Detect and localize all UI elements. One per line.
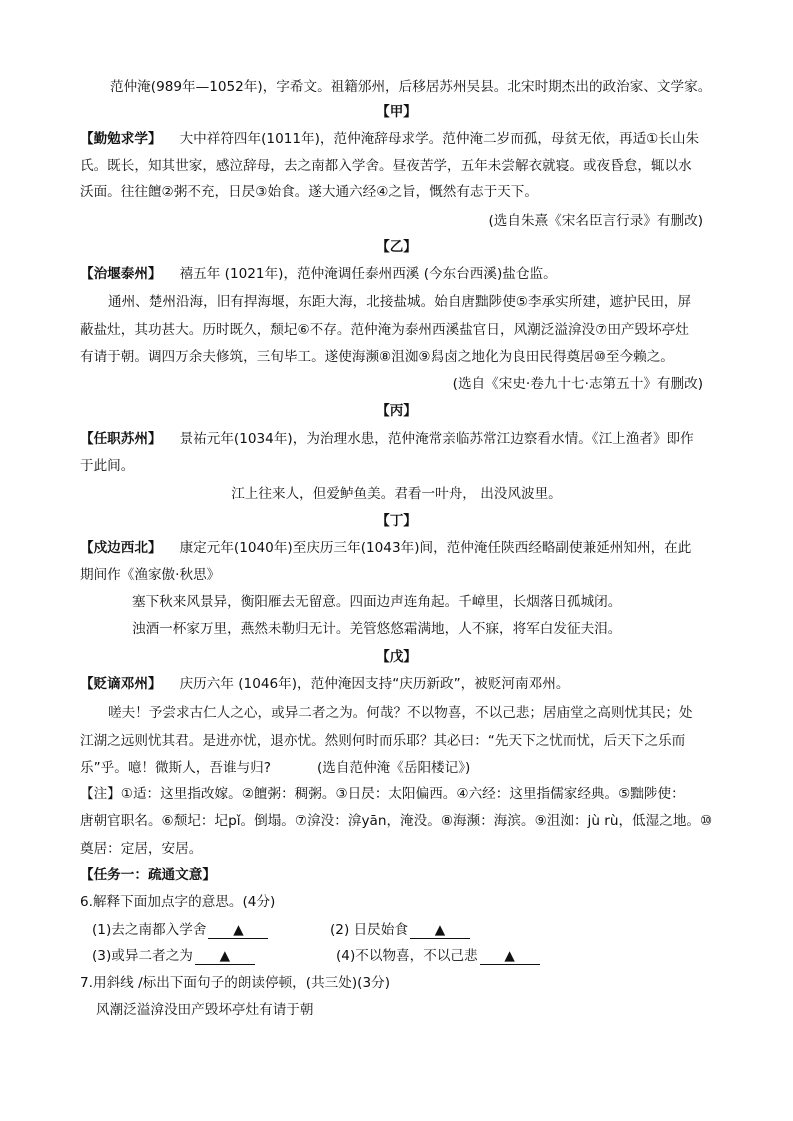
jia-line-1: [80, 129, 699, 149]
bing-tag: 【任职苏州】: [80, 431, 162, 447]
ding-poem-2: 浊酒一杯家万里，燕然未勒归无计。羌管悠悠霜满地，人不寐，将军白发征夫泪。: [132, 621, 622, 637]
q6-item-1: [92, 920, 268, 940]
yi-source: (选自《宋史·卷九十七·志第五十》有删改): [452, 376, 703, 392]
intro-text: 范仲淹(989年—1052年)，字希文。祖籍邠州，后移居苏州吴县。北宋时期杰出的政治家、文学家。: [110, 79, 712, 95]
ding-text-1: 康定元年(1040年)至庆历三年(1043年)间，范仲淹任陕西经略副使兼延州知州，在此: [179, 540, 692, 556]
notes-line-1: 【注】①适：这里指改嫁。②饘粥：稠粥。③日昃：太阳偏西。④六经：这里指儒家经典。⑤黜陟使：: [80, 786, 685, 802]
ding-poem-1: 塞下秋来风景异，衡阳雁去无留意。四面边声连角起。千嶂里，长烟落日孤城闭。: [132, 594, 622, 610]
q6-answer-3[interactable]: ▲: [195, 948, 255, 965]
q6-item-1-text: (1)去之南都入学舍: [92, 922, 207, 938]
wu-text-4: 乐”乎。噫！微斯人，吾谁与归?: [80, 760, 271, 776]
jia-tag: 【勤勉求学】: [80, 131, 162, 147]
yi-line-4: 有请于朝。调四万余夫修筑，三旬毕工。遂使海濒⑧沮洳⑨舄卤之地化为良田民得奠居⑩至今赖之。: [80, 349, 674, 365]
q6-item-4-text: (4)不以物喜，不以己悲: [336, 948, 478, 964]
ding-line-1: [80, 538, 691, 558]
section-heading-wu: 【戊】: [376, 649, 417, 665]
q6-item-3: [92, 946, 255, 966]
yi-line-3: 蔽盐灶，其功甚大。历时既久，颓圮⑥不存。范仲淹为泰州西溪盐官日，风潮泛溢渰没⑦田产毁坏亭灶: [80, 322, 689, 338]
bing-poem: 江上往来人，但爱鲈鱼美。君看一叶舟， 出没风波里。: [231, 486, 562, 502]
section-heading-bing: 【丙】: [376, 403, 417, 419]
wu-line-3: 江湖之远则忧其君。是进亦忧，退亦忧。然则何时而乐耶？其必曰：“先天下之忧而忧，后天下之乐而: [80, 733, 686, 749]
question-7: 7.用斜线 /标出下面句子的朗读停顿，(共三处)(3分): [80, 975, 391, 991]
q6-item-3-text: (3)或异二者之为: [92, 948, 193, 964]
wu-line-2: 嗟夫！予尝求古仁人之心，或异二者之为。何哉？不以物喜，不以己悲；居庙堂之高则忧其民；处: [108, 705, 693, 721]
jia-text-1: 大中祥符四年(1011年)，范仲淹辞母求学。范仲淹二岁而孤，母贫无依，再适①长山朱: [179, 131, 700, 147]
yi-line-1: [80, 264, 557, 284]
yi-tag: 【治堰泰州】: [80, 266, 162, 282]
bing-line-2: 于此间。: [80, 458, 135, 474]
section-heading-jia: 【甲】: [376, 104, 417, 120]
bing-line-1: [80, 429, 694, 449]
q6-item-4: [336, 946, 540, 966]
wu-tag: 【贬谪邓州】: [80, 676, 162, 692]
q6-item-2-text: (2) 日昃始食: [330, 922, 408, 938]
ding-line-2: 期间作《渔家傲·秋思》: [80, 567, 221, 583]
yi-line-2: 通州、楚州沿海，旧有捍海堰，东距大海，北接盐城。始自唐黜陟使⑤李承实所建，遮护民田，屏: [108, 294, 692, 310]
ding-tag: 【戍边西北】: [80, 540, 162, 556]
q6-answer-4[interactable]: ▲: [480, 948, 540, 965]
q6-answer-1[interactable]: ▲: [208, 922, 268, 939]
section-heading-yi: 【乙】: [376, 239, 417, 255]
q6-answer-2[interactable]: ▲: [410, 922, 470, 939]
question-6: 6.解释下面加点字的意思。(4分): [80, 894, 276, 910]
task-title: 【任务一：疏通文意】: [80, 867, 216, 883]
jia-source: (选自朱熹《宋名臣言行录》有删改): [488, 213, 703, 229]
wu-text-1: 庆历六年 (1046年)，范仲淹因支持“庆历新政”，被贬河南邓州。: [179, 676, 570, 692]
bing-text-1: 景祐元年(1034年)，为治理水患，范仲淹常亲临苏常江边察看水情。《江上渔者》即作: [179, 431, 694, 447]
yi-text-1: 禧五年 (1021年)，范仲淹调任泰州西溪 (今东台西溪)盐仓监。: [179, 266, 557, 282]
section-heading-ding: 【丁】: [376, 513, 417, 529]
wu-line-4: [80, 758, 470, 778]
q7-sentence[interactable]: 风潮泛溢渰没田产毁坏亭灶有请于朝: [96, 1002, 314, 1018]
jia-line-2: 氏。既长，知其世家，感泣辞母，去之南都入学舍。昼夜苦学，五年未尝解衣就寝。或夜昏怠，辄以水: [80, 158, 692, 174]
notes-line-2: 唐朝官职名。⑥颓圮：圮pǐ。倒塌。⑦渰没：渰yān，淹没。⑧海濒：海滨。⑨沮洳：jù rù，低湿之地。⑩: [80, 813, 713, 829]
notes-line-3: 奠居：定居，安居。: [80, 841, 203, 857]
q6-item-2: [330, 920, 470, 940]
jia-line-3: 沃面。往往饘②粥不充，日昃③始食。遂大通六经④之旨，慨然有志于天下。: [80, 184, 538, 200]
wu-source: (选自范仲淹《岳阳楼记》): [316, 760, 471, 776]
wu-line-1: [80, 674, 569, 694]
